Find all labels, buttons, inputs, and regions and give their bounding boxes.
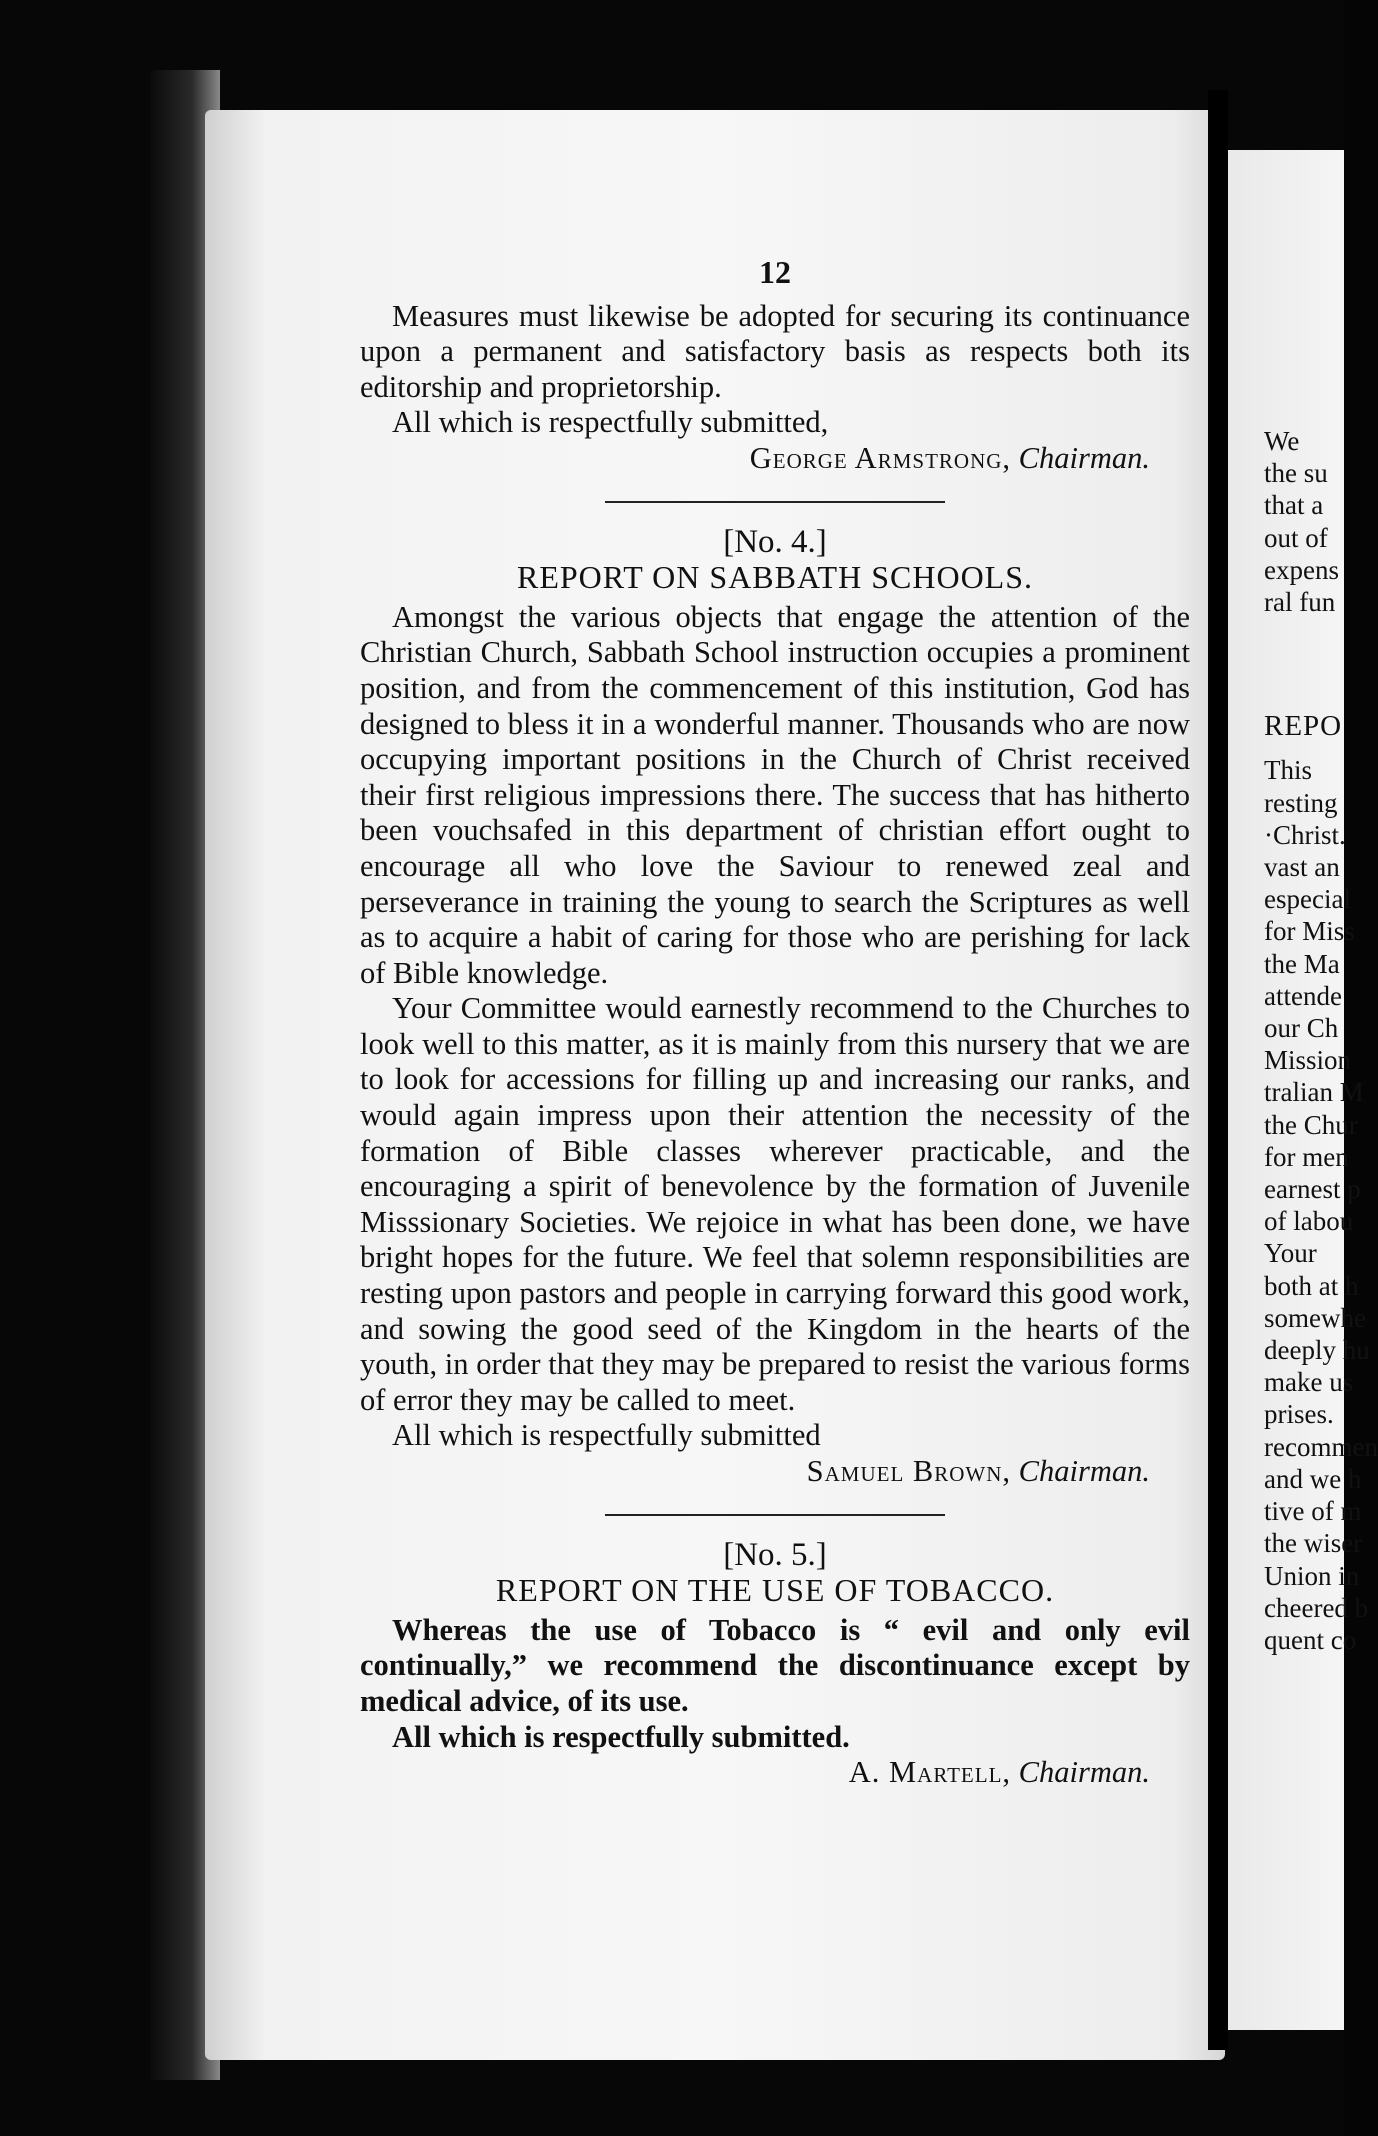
facing-line: ral fun [1264, 587, 1336, 618]
facing-line: for Miss [1264, 916, 1355, 947]
report-5-closing: All which is respectfully submitted. [392, 1719, 850, 1754]
facing-line: prises. [1264, 1399, 1334, 1430]
section-divider [605, 501, 945, 503]
facing-line: the su [1264, 458, 1328, 489]
facing-line: earnest p [1264, 1174, 1361, 1205]
facing-line: We [1264, 426, 1300, 456]
facing-line: that a [1264, 490, 1324, 521]
facing-line: the Chur [1264, 1109, 1358, 1140]
facing-line: especial [1264, 884, 1351, 915]
facing-line: This [1264, 755, 1313, 786]
report-4-closing: All which is respectfully submitted [392, 1418, 821, 1453]
facing-line: vast an [1264, 852, 1340, 883]
signature-name: A. Martell, [848, 1755, 1012, 1790]
facing-line: Mission [1264, 1045, 1352, 1076]
report-4-paragraph-1: Amongst the various objects that engage the attention of the Christian Church, Sabbath School instruction occupies a prominent position, and from the commencement of this institution, God has designed to bless it in a wonderful manner. Thousands who are now occupying important positions in the Church of Christ received their first religious impressions there. The success that has hitherto been vouchsafed in this department of christian effort ought to encourage all who love the Saviour to renewed zeal and perseverance in training the young to search the Scriptures as well as to acquire a habit of caring for those who are perishing for lack of Bible knowledge. [360, 599, 1190, 990]
facing-line: recommen [1264, 1431, 1378, 1462]
facing-line: ·Christ. [1264, 819, 1346, 850]
section-divider [605, 1514, 945, 1516]
signature-name: Samuel Brown, [806, 1454, 1012, 1488]
facing-line: deeply hu [1264, 1335, 1370, 1366]
facing-line: somewhe [1264, 1302, 1366, 1333]
preceding-paragraph: Measures must likewise be adopted for securing its continuance upon a permanent and satisfactory basis as respects both its editorship and proprietorship. [360, 298, 1190, 404]
facing-page-text [1264, 425, 1378, 1656]
report-5-paragraph: Whereas the use of Tobacco is “ evil and only evil continually,” we recommend the discontinuance except by medical advice, of its use. [360, 1612, 1190, 1718]
facing-line: Your [1264, 1238, 1317, 1269]
page-text [360, 255, 1190, 1791]
facing-line: quent co [1264, 1624, 1357, 1655]
book-gutter [1208, 90, 1228, 2050]
facing-line: our Ch [1264, 1013, 1339, 1044]
signature-title: Chairman. [1018, 1755, 1150, 1790]
facing-line: of labou [1264, 1206, 1354, 1237]
facing-heading: REPO [1264, 710, 1343, 743]
preceding-closing: All which is respectfully submitted, [392, 405, 829, 440]
facing-gap [1264, 618, 1344, 710]
facing-line: cheered b [1264, 1592, 1369, 1623]
signature-title: Chairman. [1018, 440, 1150, 475]
facing-line: Union in [1264, 1560, 1360, 1591]
report-5-signature [360, 1755, 1190, 1791]
report-4-heading: REPORT ON SABBATH SCHOOLS. [516, 559, 1034, 596]
facing-line: tralian M [1264, 1077, 1364, 1108]
facing-line: attende [1264, 980, 1342, 1011]
page-number: 12 [759, 254, 791, 290]
report-4-paragraph-2: Your Committee would earnestly recommend to the Churches to look well to this matter, as it is mainly from this nursery that we are to look for accessions for filling up and increasing our ranks, and would again impress upon their attention the necessity of the formation of Bible classes wherever practicable, and the encouraging a spirit of benevolence by the formation of Juvenile Misssionary Societies. We rejoice in what has been done, we have bright hopes for the future. We feel that solemn responsibilities are resting upon pastors and people in carrying forward this good work, and sowing the good seed of the Kingdom in the hearts of the youth, in order that they may be prepared to resist the various forms of error they may be called to meet. [360, 991, 1190, 1417]
report-5-heading: REPORT ON THE USE OF TOBACCO. [495, 1572, 1055, 1609]
report-4-signature [360, 1454, 1190, 1490]
facing-line: the wiser [1264, 1528, 1363, 1559]
facing-line: both at h [1264, 1270, 1359, 1301]
facing-line: out of [1264, 522, 1328, 553]
facing-gap [1264, 742, 1344, 754]
facing-line: the Ma [1264, 948, 1340, 979]
facing-line: make us [1264, 1367, 1354, 1398]
facing-line: resting [1264, 787, 1338, 818]
facing-line: expens [1264, 554, 1339, 585]
facing-line: tive of m [1264, 1496, 1362, 1527]
preceding-signature [360, 441, 1190, 477]
report-4-number: [No. 4.] [723, 523, 827, 560]
signature-name: George Armstrong, [749, 440, 1012, 475]
facing-line: for men [1264, 1141, 1349, 1172]
report-5-number: [No. 5.] [723, 1536, 827, 1573]
facing-line: and we h [1264, 1463, 1362, 1494]
signature-title: Chairman. [1018, 1454, 1150, 1488]
